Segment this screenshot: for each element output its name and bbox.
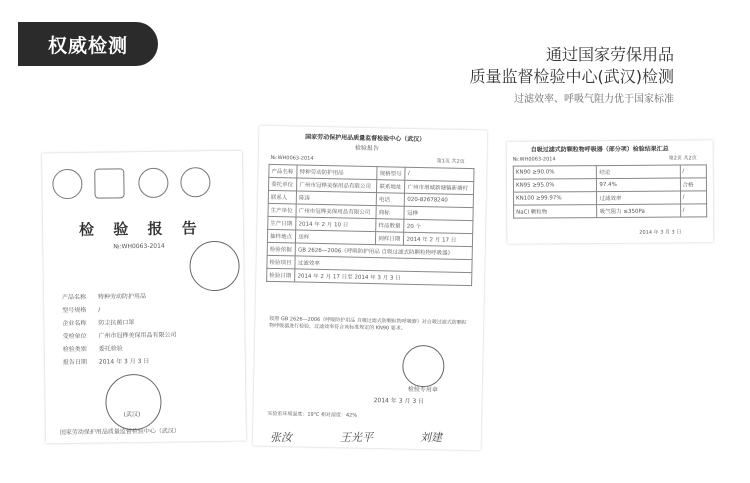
table-cell: 陈涛 <box>296 191 376 206</box>
table-cell: 2014 年 2 月 10 日 <box>296 217 376 232</box>
table-cell: / <box>680 165 707 178</box>
conclusion-text: 按照 GB 2626—2006《呼吸防护用品 自吸过滤式防颗粒物呼吸器》对自吸过滤式防颗粒物呼吸器进行检验，过滤效率符合该标准规定的 KN90 要求。 <box>269 315 467 332</box>
seal-text: 检验专用章 <box>407 385 438 394</box>
field-value: 广州市冠桦美保用品有限公司 <box>98 331 177 340</box>
doc-page: 第1页 共2页 <box>436 158 465 165</box>
table-row <box>513 165 706 179</box>
table-cell: 20 个 <box>404 219 473 233</box>
table-cell: 到样日期 <box>376 232 405 246</box>
doc-header: 国家劳动保护用品质量监督检验中心（武汉） <box>305 133 426 144</box>
remark-text: 实验室环境温度：19℃ 相对湿度：42% <box>267 410 358 419</box>
field-value: / <box>98 306 101 314</box>
ca-certification-logo <box>52 169 82 199</box>
table-row <box>513 178 706 192</box>
table-cell: 广州市冠桦美保用品有限公司 <box>296 204 376 219</box>
signature: 王光平 <box>340 431 373 444</box>
table-cell: 吸气阻力 ≤350Pa <box>597 204 680 218</box>
table-cell: KN95 ≥95.0% <box>513 179 597 193</box>
table-cell: 结论 <box>597 165 680 179</box>
doc-number: №:WH0063-2014 <box>270 154 314 162</box>
report-title: 检 验 报 告 <box>78 219 204 239</box>
report-footer: 国家劳动保护用品质量监督检验中心（武汉） <box>59 427 180 437</box>
field-value: 2014 年 3 月 3 日 <box>98 357 150 366</box>
table-cell: 97.4% <box>597 178 680 192</box>
headline-line2: 质量监督检验中心(武汉)检测 <box>469 67 674 86</box>
report-table <box>266 164 474 286</box>
cnas-logo <box>180 167 210 197</box>
table-cell: / <box>680 204 707 217</box>
report-page-one <box>253 126 488 451</box>
table-cell: 联系地址 <box>377 180 406 194</box>
doc-subheader: 检验报告 <box>354 144 380 153</box>
center-seal <box>105 374 162 431</box>
table-cell: 样品数量 <box>376 219 405 233</box>
table-cell: 委托单位 <box>269 177 298 191</box>
table-cell: 过滤效率 <box>597 191 680 205</box>
field-label: 检验类别 <box>62 345 87 354</box>
results-summary-document <box>507 140 714 243</box>
table-cell: / <box>405 167 474 181</box>
table-cell: 送样 <box>296 230 376 245</box>
report-number: №:WH0063-2014 <box>113 242 165 251</box>
signature: 刘建 <box>420 431 442 444</box>
table-cell: 2014 年 2 月 17 日至 2014 年 3 月 3 日 <box>295 269 472 286</box>
table-cell: 产品名称 <box>269 164 298 178</box>
ilac-logo <box>138 168 168 198</box>
table-cell: 电话 <box>376 193 405 207</box>
table-cell: 广州市冠桦美保用品有限公司 <box>297 178 377 193</box>
table-cell: 商标 <box>376 206 405 220</box>
cma-logo <box>94 168 124 198</box>
field-label: 产品名称 <box>61 293 87 302</box>
field-value: 特种劳动防护用品 <box>97 292 147 301</box>
table-cell: 联系人 <box>268 190 297 204</box>
summary-number: №:WH0063-2014 <box>512 156 556 163</box>
section-banner <box>18 22 158 66</box>
table-cell: KN100 ≥99.97% <box>513 192 597 206</box>
headline-line3: 过滤效率、呼吸气阻力优于国家标准 <box>514 94 674 105</box>
inspection-seal <box>189 241 240 292</box>
table-row <box>513 191 706 205</box>
table-cell: 生产单位 <box>268 203 297 217</box>
table-row <box>514 204 707 218</box>
summary-table <box>513 164 707 218</box>
summary-date: 2014 年 3 月 3 日 <box>639 229 682 236</box>
table-cell: 2014 年 2 月 17 日 <box>404 232 473 246</box>
table-cell: 合格 <box>680 178 707 191</box>
table-cell: 020-82678240 <box>405 193 474 207</box>
table-cell: GB 2626—2006《呼吸防护用品 自吸过滤式防颗粒物呼吸器》 <box>295 243 472 260</box>
center-seal-text: (武汉) <box>123 411 141 419</box>
field-value: 委托检验 <box>98 345 123 353</box>
field-label: 报告日期 <box>62 358 87 367</box>
headline-line1: 通过国家劳保用品 <box>545 45 674 64</box>
table-cell: 规格型号 <box>377 167 406 181</box>
table-cell: 检验依据 <box>267 242 296 256</box>
field-value: 防尘抗菌口罩 <box>98 319 135 327</box>
table-cell: 过滤效率 <box>295 256 472 273</box>
table-cell: 冠桦 <box>404 206 473 220</box>
sign-date: 2014 年 3 月 3 日 <box>373 397 425 406</box>
table-cell: NaCl 颗粒物 <box>514 205 598 219</box>
signature: 张汝 <box>270 431 292 444</box>
report-cover-document <box>42 151 246 444</box>
table-cell: KN90 ≥90.0% <box>513 166 597 180</box>
table-cell: 广州市增城新塘镇新塘村 <box>405 180 474 194</box>
table-cell: 检验项目 <box>267 255 296 269</box>
inspection-seal <box>402 345 445 388</box>
table-cell: 特种劳动防护用品 <box>297 165 377 180</box>
banner-label: 权威检测 <box>47 34 128 57</box>
table-cell: 检验日期 <box>267 268 296 282</box>
summary-title: 自吸过滤式防颗粒物呼吸器（部分项）检验结果汇总 <box>530 145 669 154</box>
field-label: 企业名称 <box>62 319 87 328</box>
field-label: 型号规格 <box>62 306 87 315</box>
summary-page: 第2页 共2页 <box>668 155 697 162</box>
table-cell: 生产日期 <box>268 216 297 230</box>
table-cell: 抽样地点 <box>267 229 296 243</box>
field-label: 受检单位 <box>62 332 87 341</box>
table-cell: / <box>680 191 707 204</box>
